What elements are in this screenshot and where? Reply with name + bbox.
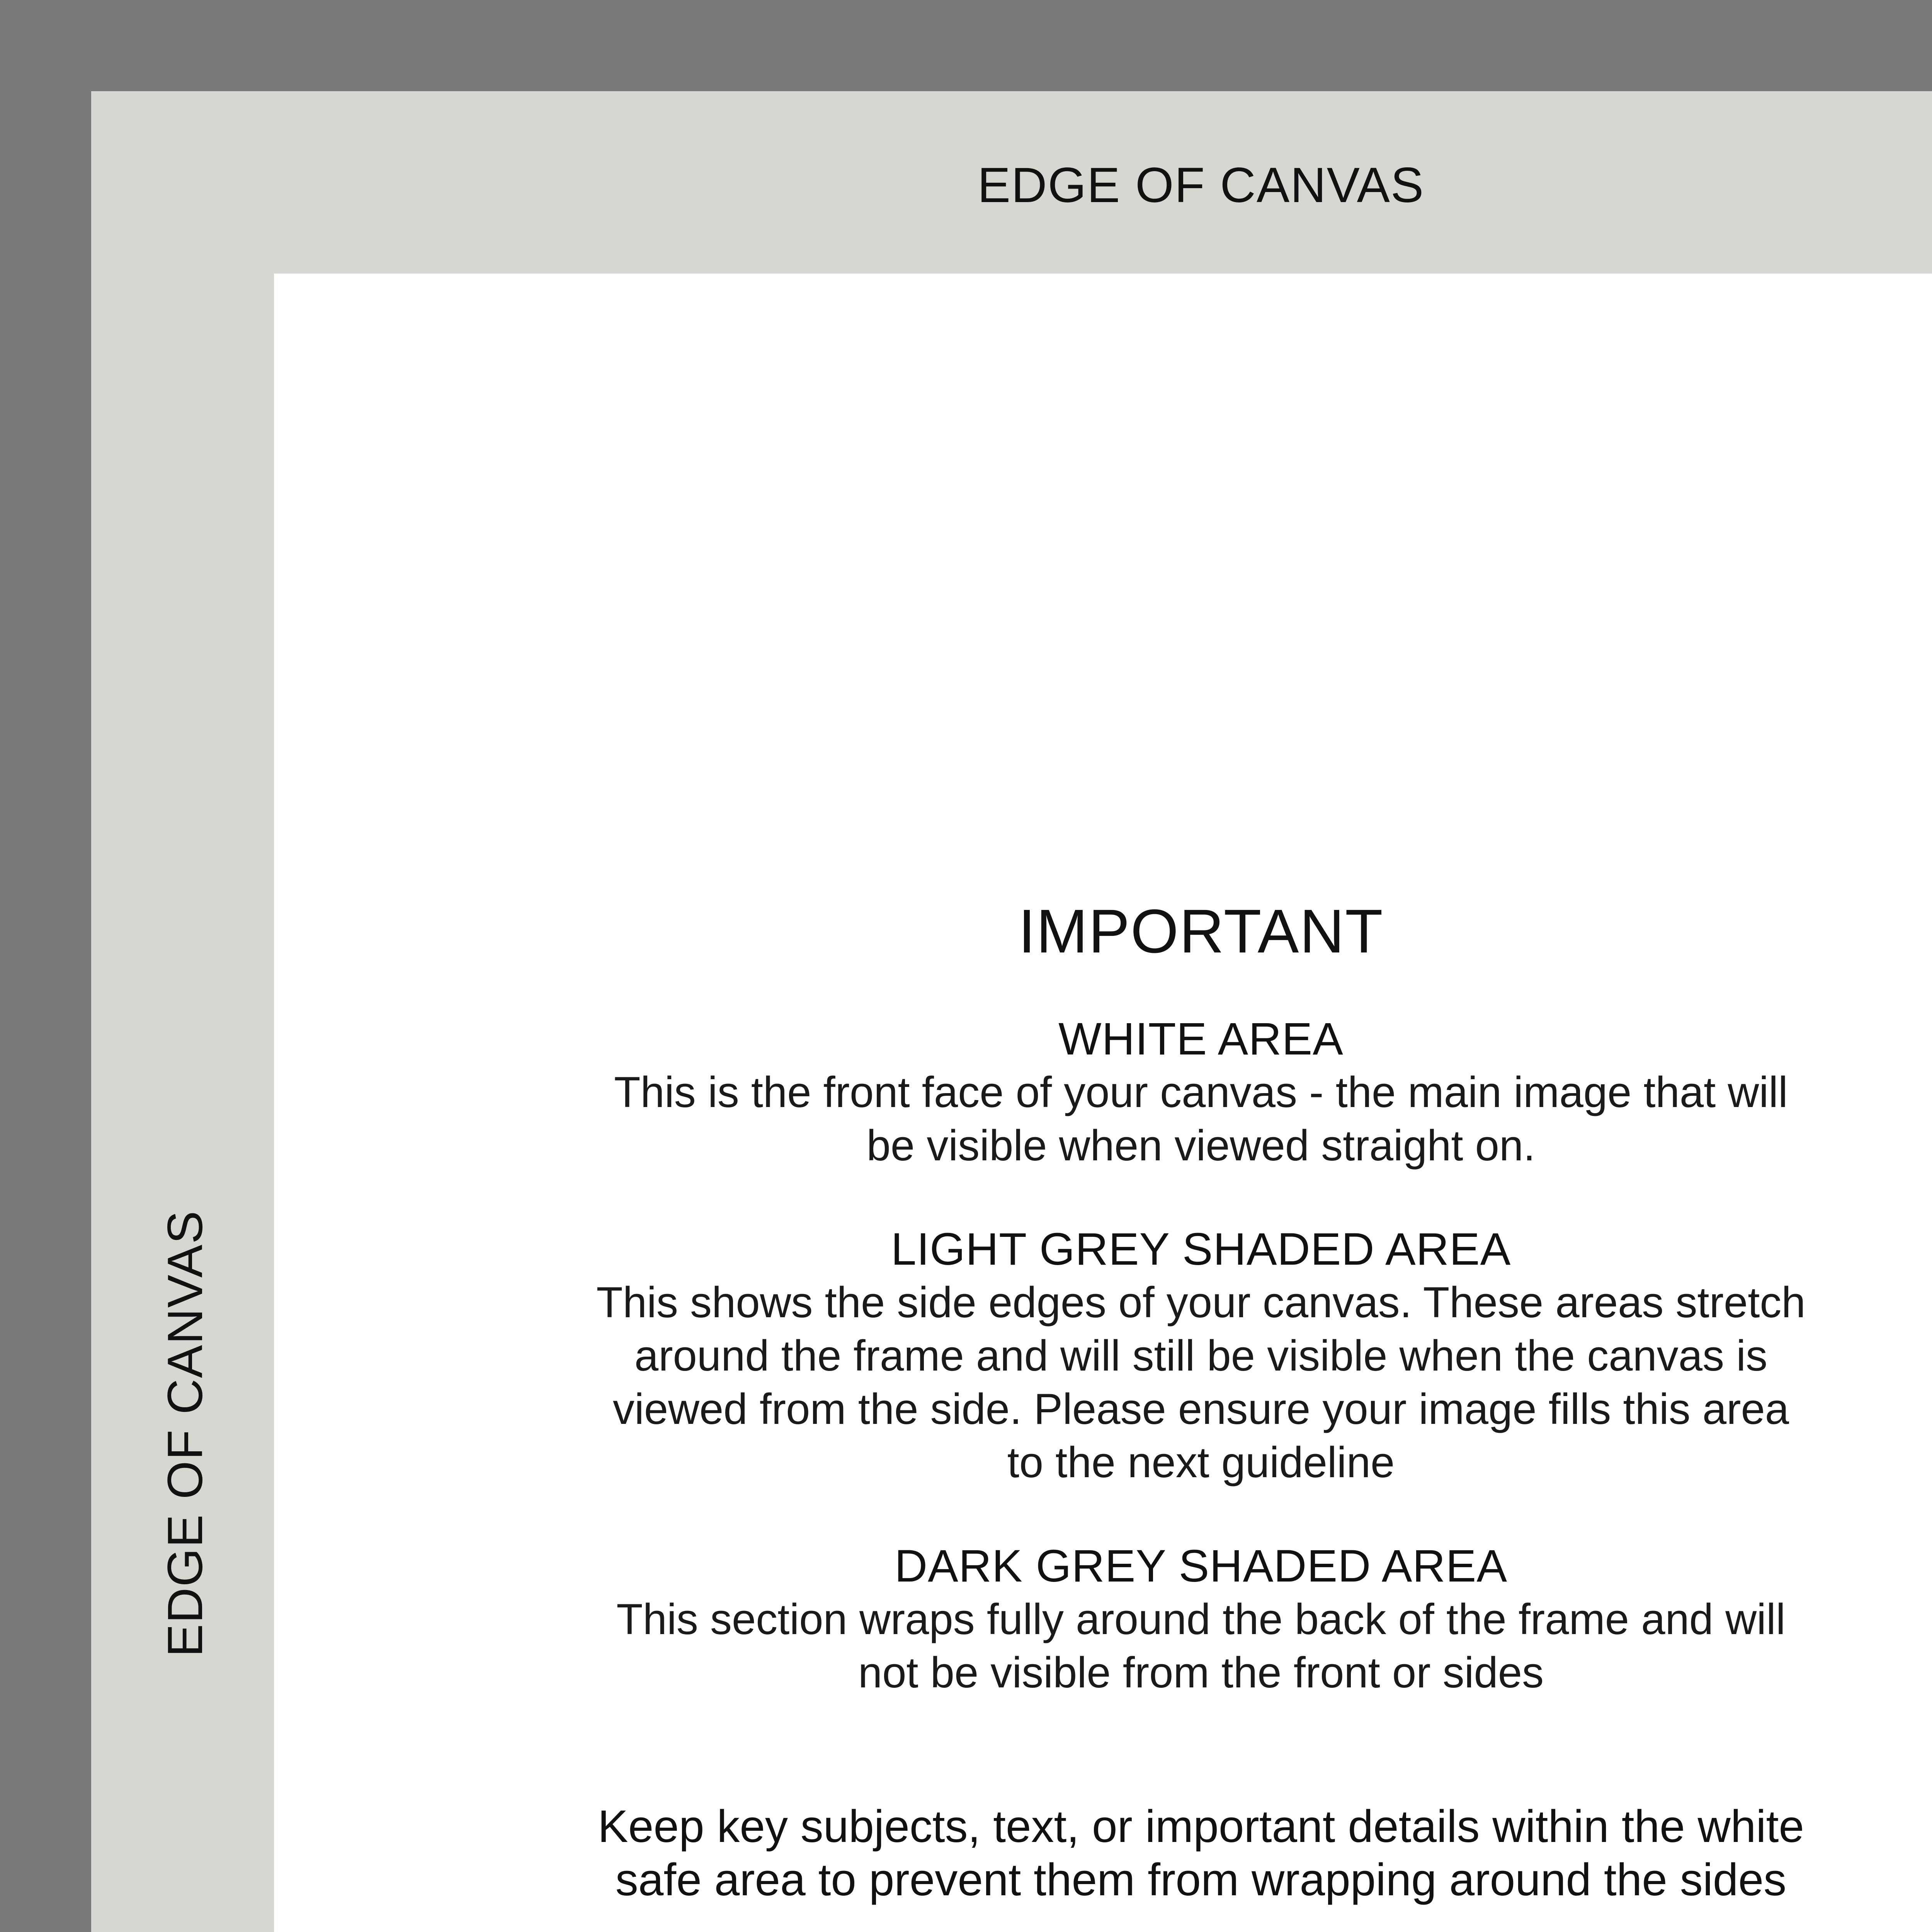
section-light-grey-area [525, 1223, 1877, 1489]
section-body-line: viewed from the side. Please ensure your image fills this area [612, 1385, 1789, 1433]
section-body-line: be visible when viewed straight on. [866, 1121, 1536, 1170]
section-title: WHITE AREA [1058, 1014, 1344, 1065]
note-line: Keep key subjects, text, or important details within the white [598, 1801, 1804, 1852]
instructions-block [525, 896, 1877, 1906]
section-body-line: to the next guideline [1007, 1438, 1395, 1486]
page-title: IMPORTANT [1018, 896, 1384, 966]
note-line: safe area to prevent them from wrapping around the sides [615, 1854, 1787, 1905]
section-body-line: This section wraps fully around the back of the frame and will [616, 1595, 1786, 1643]
section-title: DARK GREY SHADED AREA [894, 1541, 1508, 1592]
edge-label-left: EDGE OF CANVAS [158, 1210, 213, 1657]
section-body-line: This shows the side edges of your canvas. These areas stretch [596, 1278, 1806, 1327]
section-white-area [525, 1012, 1877, 1172]
section-body-line: around the frame and will still be visible when the canvas is [634, 1332, 1768, 1380]
edge-label-top: EDGE OF CANVAS [977, 158, 1425, 213]
section-title: LIGHT GREY SHADED AREA [891, 1224, 1511, 1275]
safe-area-note [525, 1800, 1877, 1906]
section-body-line: This is the front face of your canvas - the main image that will [614, 1068, 1788, 1116]
section-body-line: not be visible from the front or sides [858, 1648, 1544, 1697]
section-dark-grey-area [525, 1539, 1877, 1699]
